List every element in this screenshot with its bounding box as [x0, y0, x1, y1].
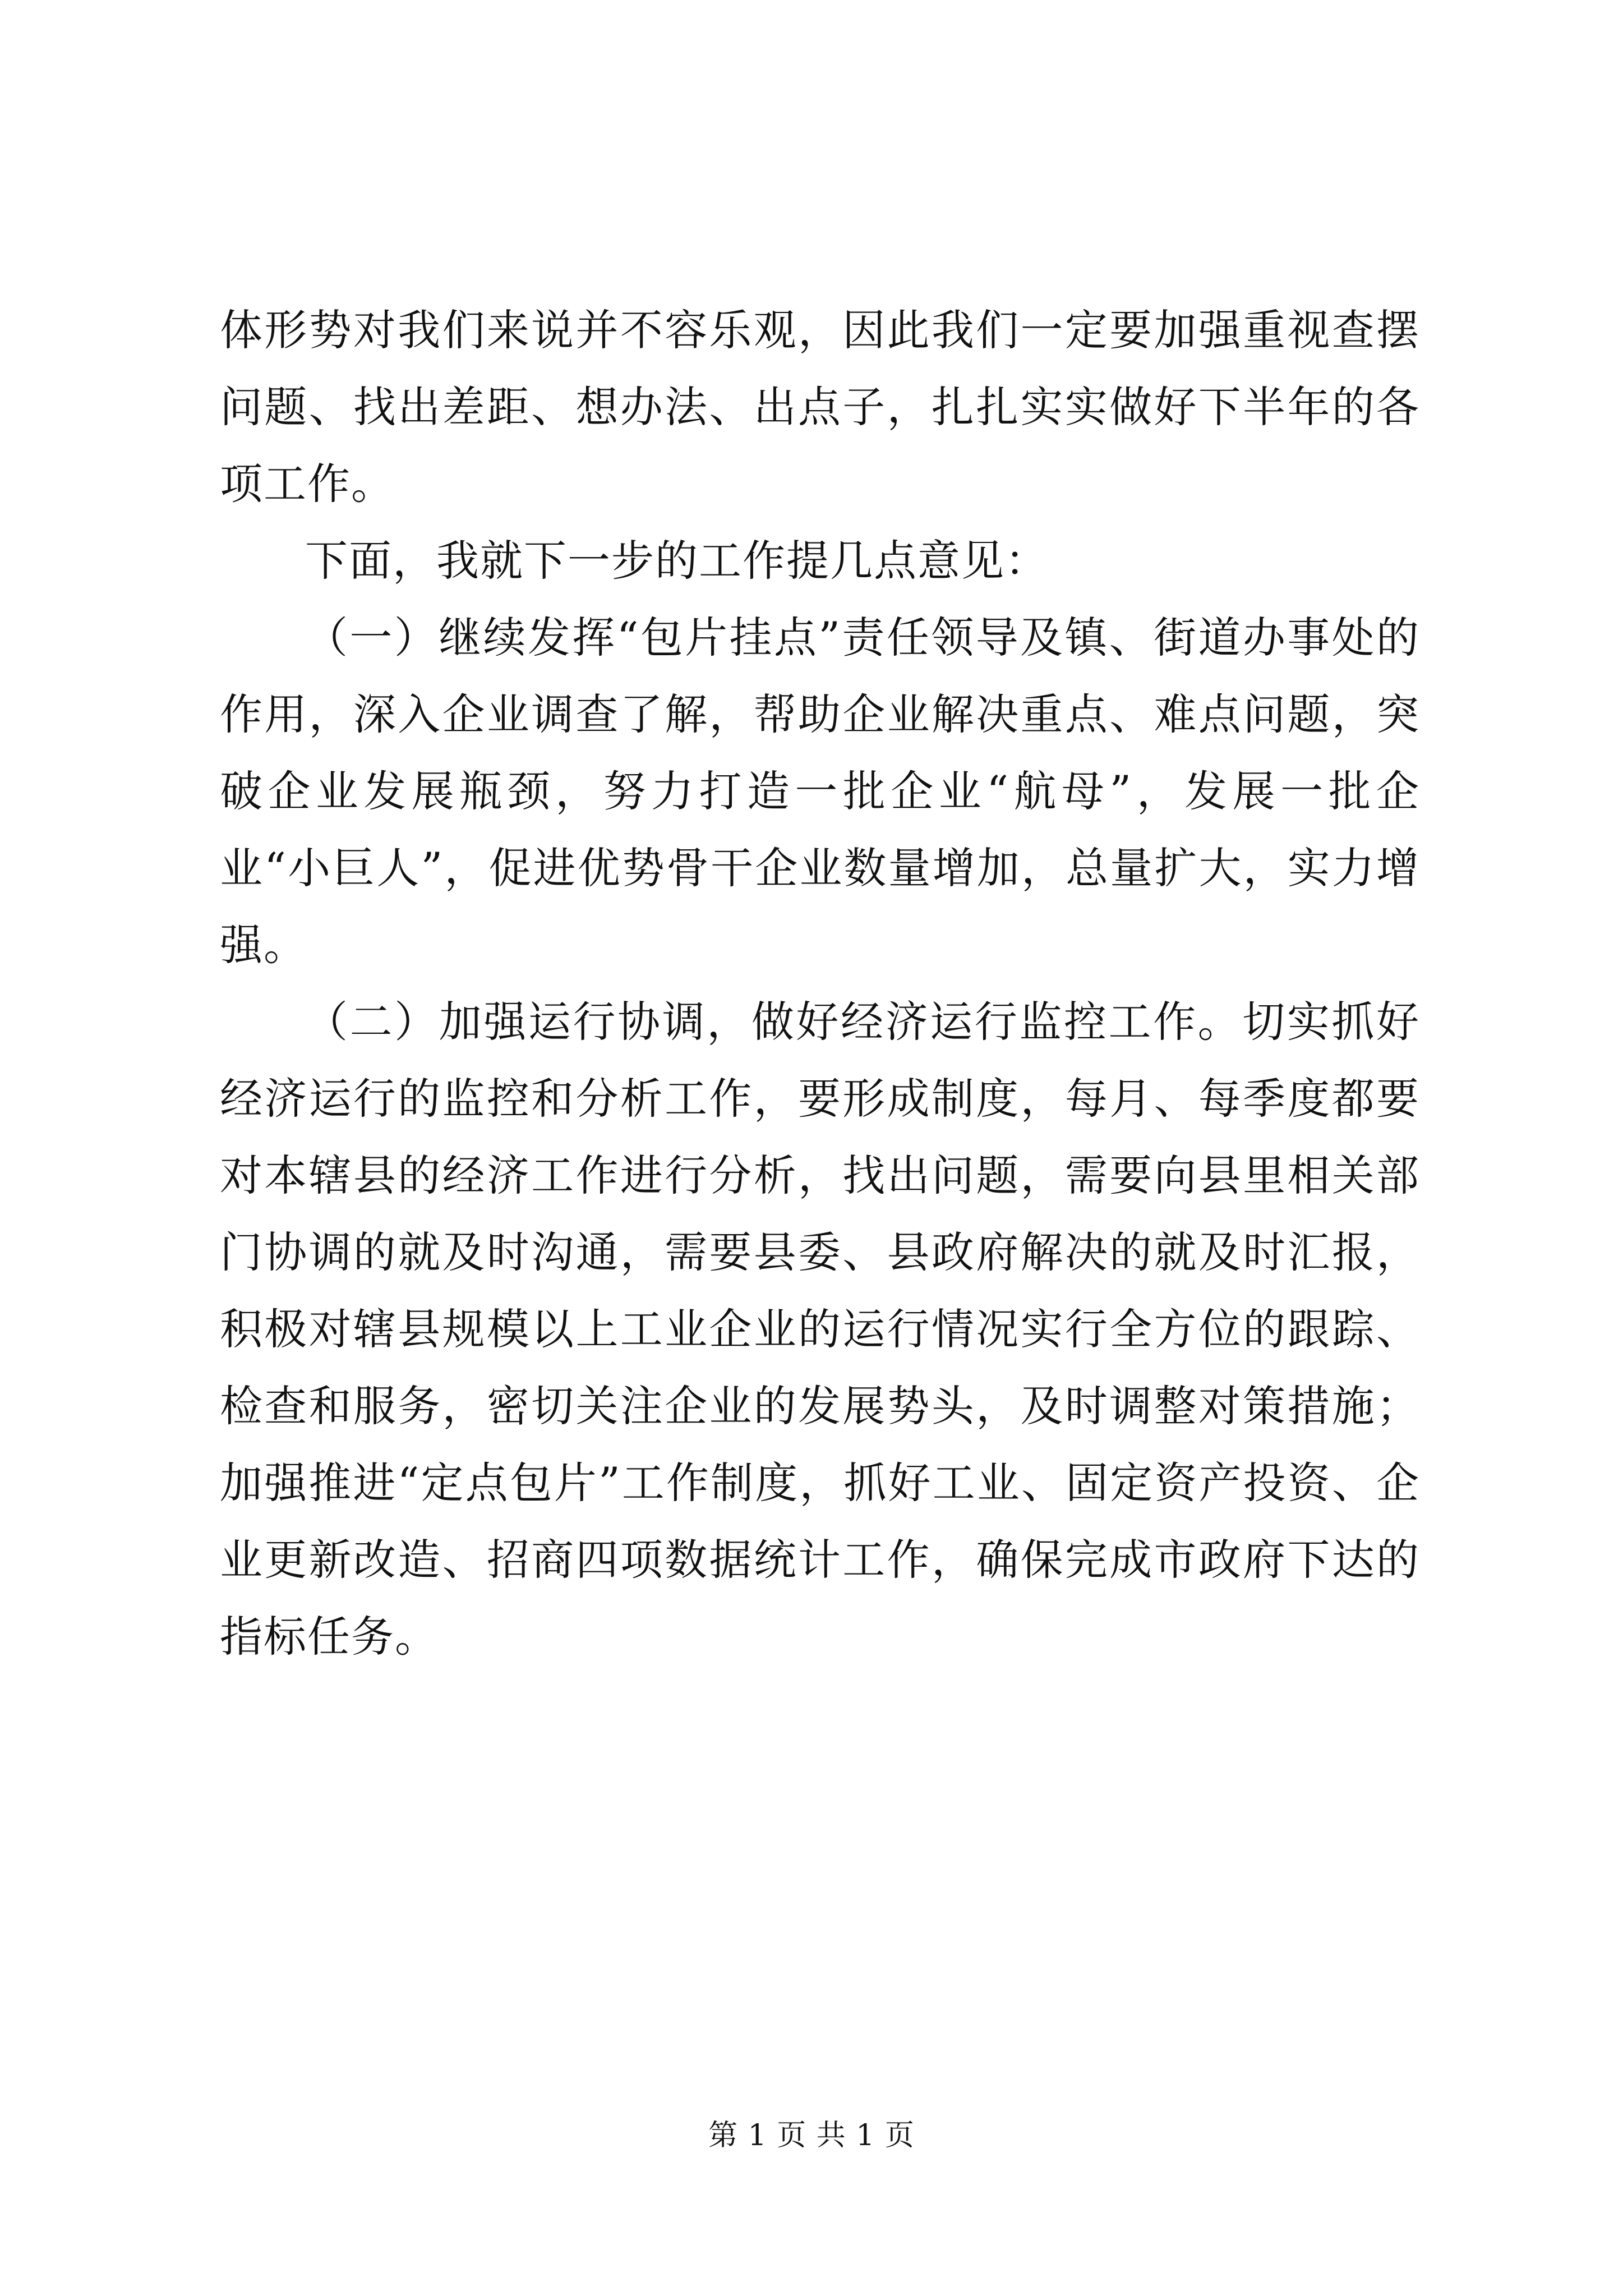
- page-number-footer: 第 1 页 共 1 页: [708, 2119, 915, 2152]
- paragraph-point-one: （一）继续发挥“包片挂点”责任领导及镇、街道办事处的作用，深入企业调查了解，帮助企业解决重点、难点问题，突破企业发展瓶颈，努力打造一批企业“航母”，发展一批企业“小巨人”，促进优势骨干企业数量增加，总量扩大，实力增强。: [220, 613, 1420, 970]
- document-body: [220, 292, 1420, 1675]
- paragraph-continuation: 体形势对我们来说并不容乐观，因此我们一定要加强重视查摆问题、找出差距、想办法、出点子，扎扎实实做好下半年的各项工作。: [220, 305, 1420, 509]
- paragraph-point-two: （二）加强运行协调，做好经济运行监控工作。切实抓好经济运行的监控和分析工作，要形成制度，每月、每季度都要对本辖县的经济工作进行分析，找出问题，需要向县里相关部门协调的就及时沟通，需要县委、县政府解决的就及时汇报，积极对辖县规模以上工业企业的运行情况实行全方位的跟踪、检查和服务，密切关注企业的发展势头，及时调整对策措施；加强推进“定点包片”工作制度，抓好工业、固定资产投资、企业更新改造、招商四项数据统计工作，确保完成市政府下达的指标任务。: [220, 997, 1420, 1662]
- paragraph-intro: 下面，我就下一步的工作提几点意见：: [305, 536, 1049, 586]
